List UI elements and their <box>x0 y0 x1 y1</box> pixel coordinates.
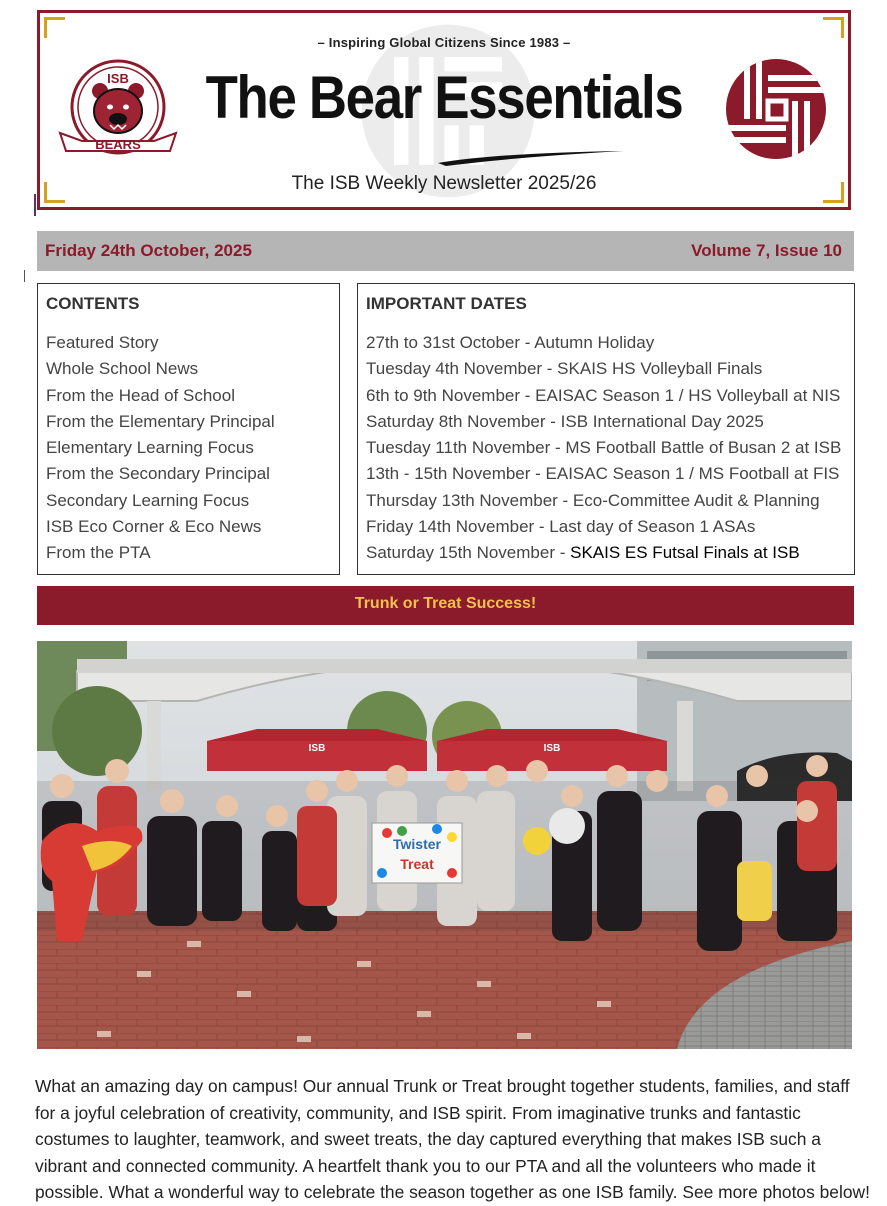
date-item: Saturday 8th November - ISB International Day 2025 <box>366 411 764 431</box>
date-item: 27th to 31st October - Autumn Holiday <box>366 333 655 352</box>
tent-logo-text: ISB <box>308 743 326 754</box>
date-item <box>366 540 841 566</box>
contents-item[interactable]: From the PTA <box>46 543 151 563</box>
contents-list <box>46 330 275 567</box>
contents-heading: CONTENTS <box>46 294 140 313</box>
date-item: Tuesday 4th November - SKAIS HS Volleyball Finals <box>366 359 763 379</box>
tagline: – Inspiring Global Citizens Since 1983 – <box>317 35 571 50</box>
date-item-prefix: Saturday 15th November - <box>366 543 571 563</box>
newsletter-subtitle: The ISB Weekly Newsletter 2025/26 <box>291 173 597 194</box>
contents-box <box>37 283 340 575</box>
sign-text-line1: Twister <box>393 836 441 852</box>
featured-story-body: What an amazing day on campus! Our annual Trunk or Treat brought together students, families, and staff for a joyful celebration of creativity, community, and ISB spirit. From imaginative trunks and fantastic costumes to laughter, teamwork, and sweet treats, the day captured everything that makes ISB such a vibrant and connected community. A heartfelt thank you to our PTA and all the volunteers who made it possible. What a wonderful way to celebrate the season together as one ISB family. See more photos below! <box>35 1076 870 1202</box>
date-item: 13th - 15th November - EAISAC Season 1 / MS Football at FIS <box>366 464 840 484</box>
important-dates-heading: IMPORTANT DATES <box>366 294 527 313</box>
contents-item[interactable]: Whole School News <box>46 359 199 379</box>
isb-emblem-icon <box>724 57 828 161</box>
date-item-event: SKAIS ES Futsal Finals at ISB <box>570 543 800 563</box>
date-item: Friday 14th November - Last day of Season 1 ASAs <box>366 517 756 537</box>
logo-top-text: ISB <box>107 71 129 86</box>
contents-item[interactable]: From the Secondary Principal <box>46 464 270 484</box>
date-item: Tuesday 11th November - MS Football Battle of Busan 2 at ISB <box>366 438 842 458</box>
contents-item[interactable]: Featured Story <box>46 333 159 352</box>
swoosh-underline <box>436 149 626 167</box>
date-item: 6th to 9th November - EAISAC Season 1 / HS Volleyball at NIS <box>366 385 841 405</box>
text-cursor <box>24 270 25 282</box>
contents-item[interactable]: Secondary Learning Focus <box>46 490 250 510</box>
contents-item[interactable]: From the Head of School <box>46 385 235 405</box>
date-item: Thursday 13th November - Eco-Committee Audit & Planning <box>366 490 820 510</box>
featured-story-title: Trunk or Treat Success! <box>354 595 537 612</box>
trunk-or-treat-photo <box>37 641 852 1049</box>
issue-info-bar <box>37 231 854 271</box>
issue-date: Friday 24th October, 2025 <box>45 241 252 260</box>
contents-item[interactable]: Elementary Learning Focus <box>46 438 254 458</box>
newsletter-title: The Bear Essentials <box>205 64 683 131</box>
contents-item[interactable]: ISB Eco Corner & Eco News <box>46 517 262 537</box>
masthead-banner <box>37 10 851 210</box>
important-dates-box <box>357 283 855 575</box>
featured-story-header <box>37 586 854 625</box>
issue-volume: Volume 7, Issue 10 <box>691 241 842 260</box>
tent-logo-text: ISB <box>543 743 561 754</box>
logo-bottom-text: BEARS <box>95 137 141 152</box>
contents-item[interactable]: From the Elementary Principal <box>46 411 275 431</box>
important-dates-list <box>366 330 841 567</box>
text-cursor <box>34 194 36 216</box>
sign-text-line2: Treat <box>400 856 434 872</box>
